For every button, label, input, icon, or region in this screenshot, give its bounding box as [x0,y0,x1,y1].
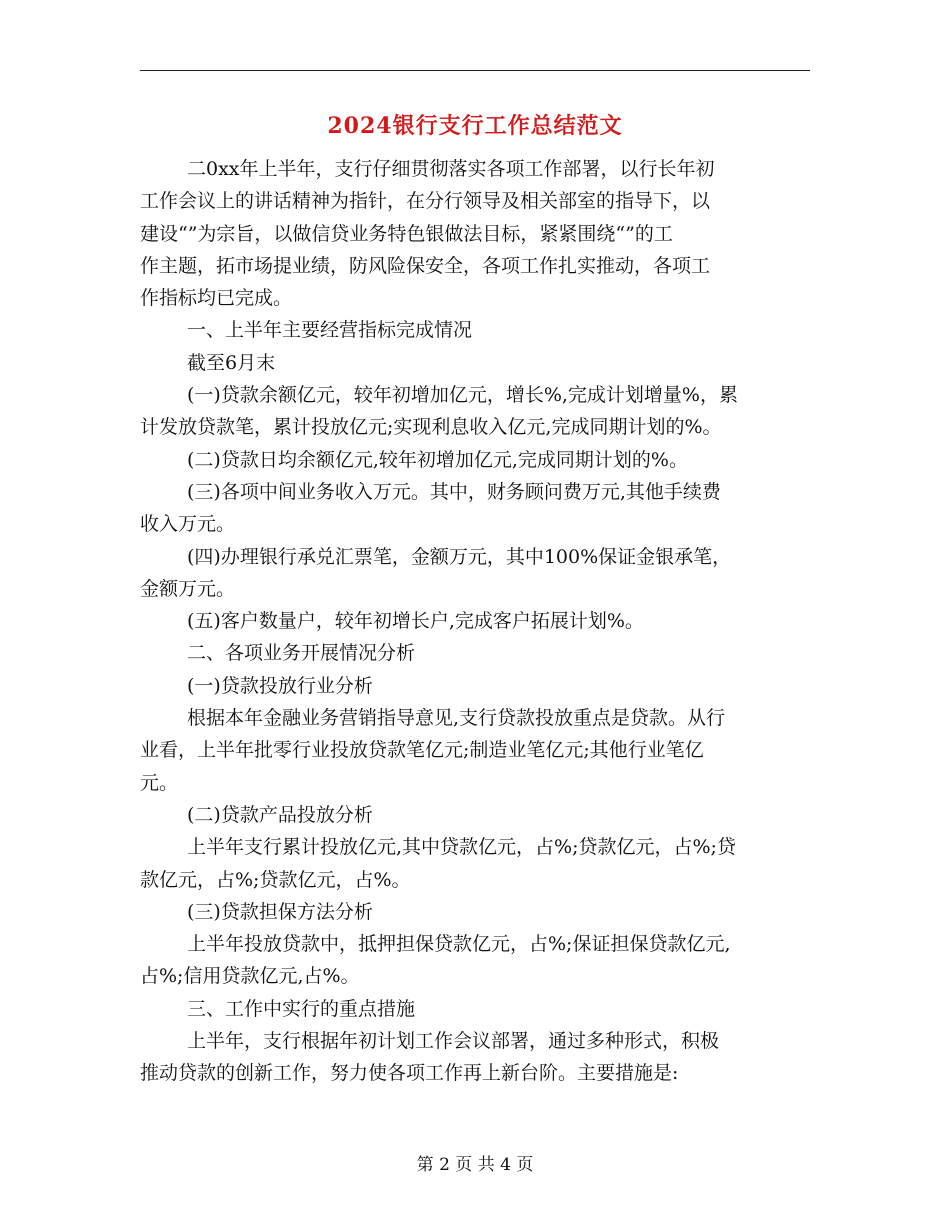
text-line: 金额万元。 [140,577,236,600]
document-title: 2024银行支行工作总结范文 [327,113,623,139]
text-line: (二)贷款产品投放分析 [187,803,373,826]
text-line: 款亿元，占%;贷款亿元，占%。 [140,868,411,891]
text-line: 作指标均已完成。 [140,287,293,310]
text-line: 工作会议上的讲话精神为指针，在分行领导及相关部室的指导下，以 [140,190,711,213]
text-line: 计发放贷款笔，累计投放亿元;实现利息收入亿元,完成同期计划的%。 [140,416,722,439]
text-line: (三)贷款担保方法分析 [187,900,373,923]
text-line: 二0xx年上半年，支行仔细贯彻落实各项工作部署，以行长年初 [187,158,715,180]
page-footer: 第 2 页 共 4 页 [416,1155,534,1175]
text-line: 占%;信用贷款亿元,占%。 [140,965,360,988]
text-line: 上半年，支行根据年初计划工作会议部署，通过多种形式，积极 [187,1030,720,1053]
text-line: 上半年支行累计投放亿元,其中贷款亿元，占%;贷款亿元，占%;贷 [187,836,736,859]
text-line: 建设“”为宗旨，以做信贷业务特色银做法目标，紧紧围绕“”的工 [140,222,673,245]
text-line: 截至6月末 [187,351,276,374]
text-line: 根据本年金融业务营销指导意见,支行贷款投放重点是贷款。从行 [187,707,726,730]
header-rule [140,70,810,71]
text-line: (五)客户数量户，较年初增长户,完成客户拓展计划%。 [187,610,644,633]
text-line: 作主题，拓市场提业绩，防风险保安全，各项工作扎实推动，各项工 [140,254,711,277]
text-line: 上半年投放贷款中，抵押担保贷款亿元，占%;保证担保贷款亿元, [187,933,731,956]
text-line: (一)贷款投放行业分析 [187,674,373,697]
text-line: (一)贷款余额亿元，较年初增加亿元，增长%,完成计划增量%，累 [187,384,738,407]
text-line: 元。 [140,771,179,794]
text-line: 业看，上半年批零行业投放贷款笔亿元;制造业笔亿元;其他行业笔亿 [140,739,704,762]
text-line: 一、上半年主要经营指标完成情况 [187,319,473,342]
text-line: 二、各项业务开展情况分析 [187,642,416,665]
text-line: 三、工作中实行的重点措施 [187,997,416,1020]
text-line: (四)办理银行承兑汇票笔，金额万元，其中100%保证金银承笔， [187,545,732,568]
text-line: 收入万元。 [140,513,236,536]
text-line: 推动贷款的创新工作，努力使各项工作再上新台阶。主要措施是: [140,1062,679,1085]
document-body [140,153,812,1090]
text-line: (二)贷款日均余额亿元,较年初增加亿元,完成同期计划的%。 [187,448,688,471]
text-line: (三)各项中间业务收入万元。其中，财务顾问费万元,其他手续费 [187,480,721,503]
